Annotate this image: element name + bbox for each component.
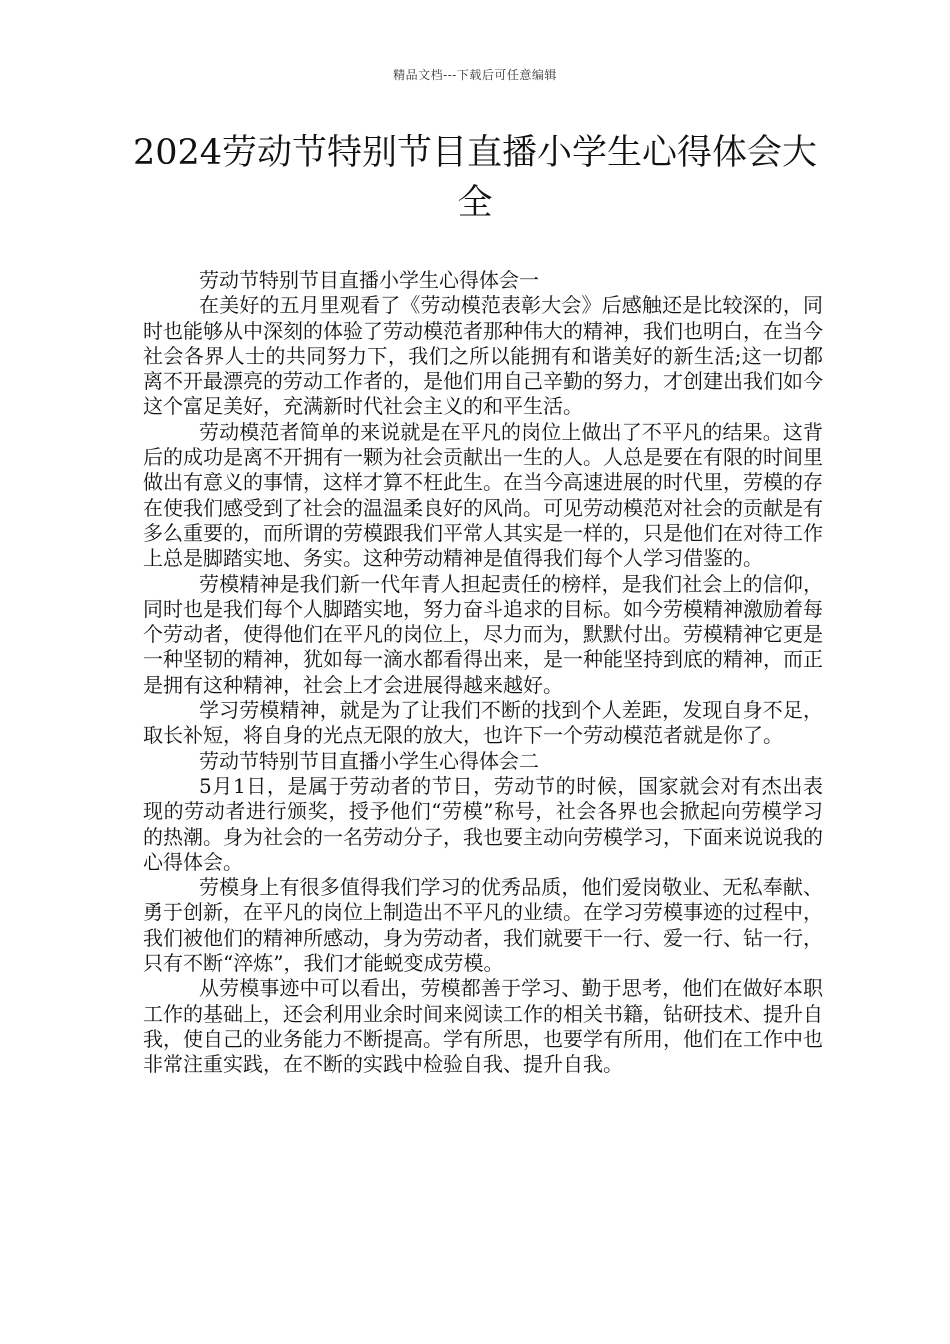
- body-paragraph: 劳模身上有很多值得我们学习的优秀品质，他们爱岗敬业、无私奉献、勇于创新，在平凡的岗位上制造出不平凡的业绩。在学习劳模事迹的过程中，我们被他们的精神所感动，身为劳动者，我们就要干一行、爱一行、钻一行，只有不断“淬炼”，我们才能蜕变成劳模。: [143, 875, 823, 976]
- document-title: 2024劳动节特别节目直播小学生心得体会大全: [132, 133, 818, 223]
- page-header-note: 精品文档---下载后可任意编辑: [393, 68, 557, 82]
- body-paragraph: 劳动模范者简单的来说就是在平凡的岗位上做出了不平凡的结果。这背后的成功是离不开拥有一颗为社会贡献出一生的人。人总是要在有限的时间里做出有意义的事情，这样才算不枉此生。在当今高速进展的时代里，劳模的存在使我们感受到了社会的温温柔良好的风尚。可见劳动模范对社会的贡献是有多么重要的，而所谓的劳模跟我们平常人其实是一样的，只是他们在对待工作上总是脚踏实地、务实。这种劳动精神是值得我们每个人学习借鉴的。: [143, 419, 823, 571]
- document-body: [143, 268, 823, 1078]
- body-paragraph: 从劳模事迹中可以看出，劳模都善于学习、勤于思考，他们在做好本职工作的基础上，还会利用业余时间来阅读工作的相关书籍，钻研技术、提升自我，使自己的业务能力不断提高。学有所思，也要学有所用，他们在工作中也非常注重实践，在不断的实践中检验自我、提升自我。: [143, 976, 823, 1077]
- section-heading-2: 劳动节特别节目直播小学生心得体会二: [199, 748, 539, 773]
- body-paragraph: 在美好的五月里观看了《劳动模范表彰大会》后感触还是比较深的，同时也能够从中深刻的体验了劳动模范者那种伟大的精神，我们也明白，在当今社会各界人士的共同努力下，我们之所以能拥有和谐美好的新生活;这一切都离不开最漂亮的劳动工作者的，是他们用自己辛勤的努力，才创建出我们如今这个富足美好，充满新时代社会主义的和平生活。: [143, 293, 823, 419]
- body-paragraph: 学习劳模精神，就是为了让我们不断的找到个人差距，发现自身不足，取长补短，将自身的光点无限的放大，也许下一个劳动模范者就是你了。: [143, 698, 823, 748]
- body-paragraph: 劳模精神是我们新一代年青人担起责任的榜样，是我们社会上的信仰，同时也是我们每个人脚踏实地，努力奋斗追求的目标。如今劳模精神激励着每个劳动者，使得他们在平凡的岗位上，尽力而为，默默付出。劳模精神它更是一种坚韧的精神，犹如每一滴水都看得出来，是一种能坚持到底的精神，而正是拥有这种精神，社会上才会进展得越来越好。: [143, 571, 823, 697]
- body-paragraph: 5月1日，是属于劳动者的节日，劳动节的时候，国家就会对有杰出表现的劳动者进行颁奖，授予他们“劳模”称号，社会各界也会掀起向劳模学习的热潮。身为社会的一名劳动分子，我也要主动向劳模学习，下面来说说我的心得体会。: [143, 773, 823, 874]
- section-heading-1: 劳动节特别节目直播小学生心得体会一: [199, 268, 539, 292]
